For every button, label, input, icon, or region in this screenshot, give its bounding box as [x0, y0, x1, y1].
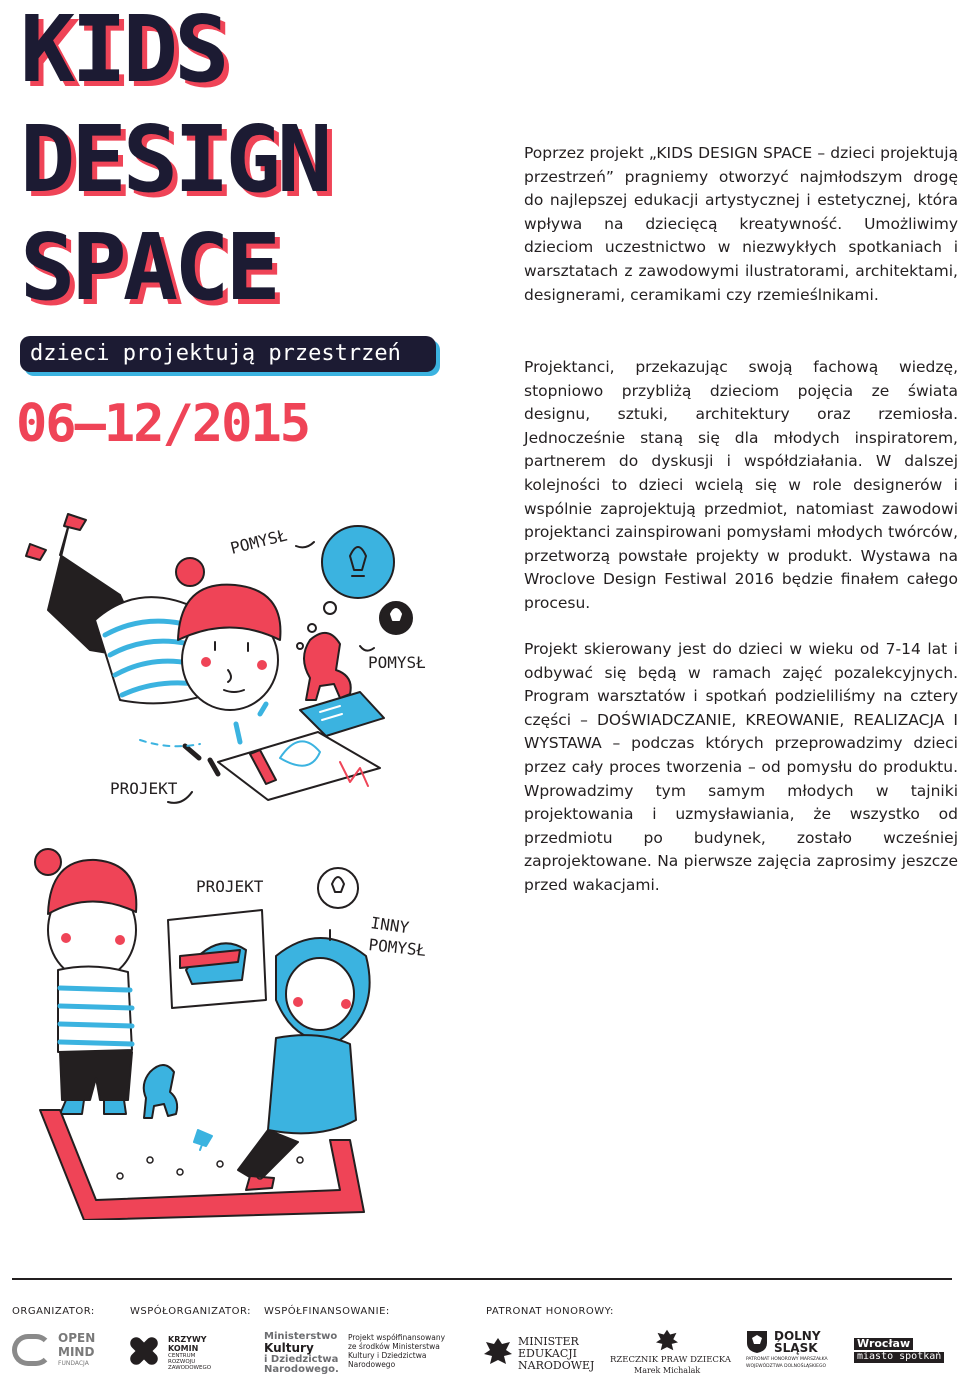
kids-illustration [0, 500, 500, 1220]
ministerstwo-kultury-logo: Ministerstwo Kultury i Dziedzictwa Narodowego. [264, 1331, 339, 1375]
event-dates: 06–12/2015 [16, 394, 310, 454]
intro-paragraph: Poprzez projekt „KIDS DESIGN SPACE – dzieci projektują przestrzeń” pragniemy otworzyć najmłodszym drogę do najlepszej edukacji artystycznej i estetycznej, która wpływa na dziecięcą kreatywność. Umożliwimy dzieciom uczestnictwo w niezwykłych spotkaniach i warsztatach z zawodowymi ilustratorami, architektami, designerami, ceramikami czy rzemieślnikami. [524, 144, 958, 304]
openmind-logo: OPEN MIND FUNDACJA [12, 1328, 92, 1372]
child1-shoe-1 [64, 514, 86, 530]
label-projekt-2: PROJEKT [196, 877, 264, 896]
blue-dog [144, 1065, 177, 1118]
child1-shoe-2 [26, 544, 46, 560]
shovel [194, 1130, 212, 1150]
title-line-space: SPACE [20, 214, 277, 321]
label-pomysl-3: POMYSŁ [367, 935, 428, 961]
wroclaw-logo: Wrocław miasto spotkań [854, 1328, 946, 1374]
title-line-kids: KIDS [20, 0, 226, 103]
footer-divider [12, 1278, 952, 1280]
program-paragraph: Projekt skierowany jest do dzieci w wieku od 7-14 lat i odbywać się będą w ramach zajęć pozalekcyjnych. Program warsztatów i spotkań podzieliliśmy na cztery części – DOŚWIADCZANIE, KREOWANIE, REALIZACJA I WYSTAWA – podczas których przeprowadzimy dzieci przez cały proces tworzenia – od pomysłu do produktu. Wprowadzimy tym samym młodych w tajniki projektowania i uzmysławiania, że wszystko od przedmiotu po budynek, zostało wcześniej zaprojektowane. Na pierwsze zajęcia zaprosimy jeszcze przed wakacjami. [524, 640, 958, 894]
coorganizer-label: WSPÓŁORGANIZATOR: [130, 1306, 251, 1317]
idea-bubble-large [322, 526, 394, 598]
label-pomysl-1: POMYSŁ [228, 525, 290, 558]
krzywy-komin-logo: KRZYWY KOMIN CENTRUM ROZWOJU ZAWODOWEGO [130, 1328, 230, 1372]
child2-pants [60, 1052, 132, 1100]
coat-of-arms-icon [746, 1330, 768, 1354]
title-line-design: DESIGN [20, 106, 329, 213]
child3-body [268, 1035, 356, 1133]
eagle-emblem-icon [656, 1328, 678, 1352]
rzecznik-praw-dziecka-logo: RZECZNIK PRAW DZIECKA Marek Michalak [610, 1328, 730, 1374]
cofinancing-note: Projekt współfinansowany ze środków Ministerstwa Kultury i Dziedzictwa Narodowego [348, 1333, 446, 1369]
organizer-label: ORGANIZATOR: [12, 1306, 95, 1317]
label-projekt-1: PROJEKT [110, 779, 178, 798]
patronage-label: PATRONAT HONOROWY: [486, 1306, 614, 1317]
red-dog [304, 633, 351, 700]
eagle-emblem-icon [484, 1336, 512, 1366]
designers-paragraph: Projektanci, przekazując swoją fachową wiedzę, stopniowo przybliżą dzieciom pojęcia ze świata designu, sztuki, architektury oraz rzemiosła. Jednocześnie staną się dla młodych inspiratorem, partnerem do dyskusji i współdziałania. W dalszej kolejności to dzieci wcielą się w role designerów i wspólnie zaprojektują przedmiot, natomiast zawodowi projektanci zainspirowani pomysłami młodych twórców, przetworzą powstałe projekty w produkt. Wystawa na Wroclove Design Festiwal 2016 będzie finałem całego procesu. [524, 358, 958, 612]
minister-edukacji-logo: MINISTER EDUKACJI NARODOWEJ [484, 1328, 594, 1374]
label-inny: INNY [369, 913, 411, 938]
label-pomysl-2: POMYSŁ [368, 653, 426, 672]
cofinancing-label: WSPÓŁFINANSOWANIE: [264, 1306, 390, 1317]
dolny-slask-logo: DOLNY ŚLĄSK PATRONAT HONOROWY MARSZAŁKA WOJEWÓDZTWA DOLNOŚLĄSKIEGO [746, 1329, 828, 1369]
subtitle-banner: dzieci projektują przestrzeń [20, 336, 436, 372]
